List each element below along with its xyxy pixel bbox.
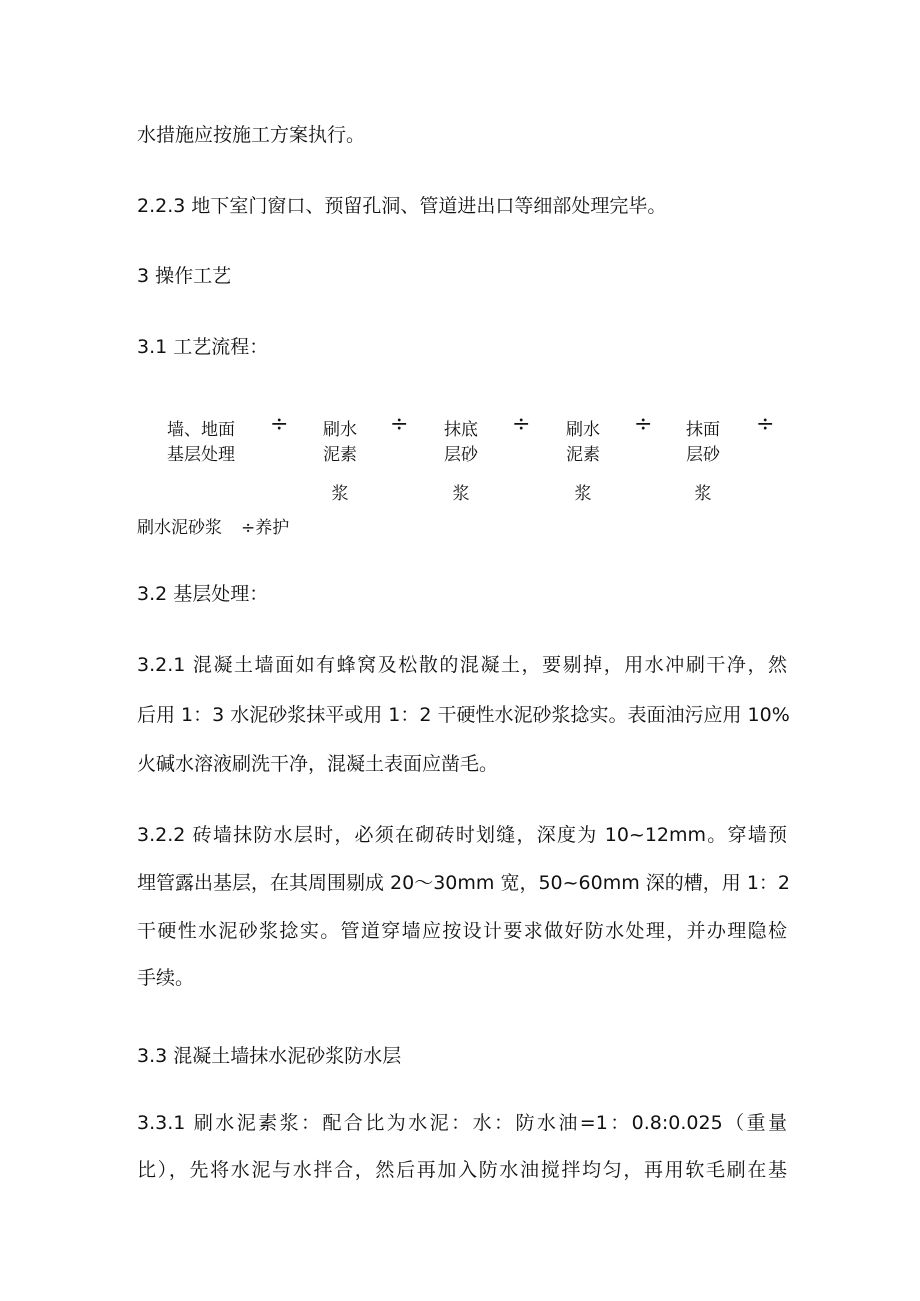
flow-step: 抹底 层砂 浆: [444, 420, 478, 504]
paragraph-line: 干硬性水泥砂浆捻实。管道穿墙应按设计要求做好防水处理，并办理隐检: [137, 920, 787, 942]
paragraph-line: 3.2.1 混凝土墙面如有蜂窝及松散的混凝土，要剔掉，用水冲刷干净，然: [137, 654, 787, 676]
paragraph-line: 手续。: [137, 967, 195, 989]
section-heading: 3.3 混凝土墙抹水泥砂浆防水层: [137, 1045, 402, 1067]
flow-step: 刷水 泥素 浆: [323, 420, 357, 504]
arrow-icon: ÷: [634, 412, 653, 437]
paragraph-line: 3.2.2 砖墙抹防水层时，必须在砌砖时划缝，深度为 10~12mm。穿墙预: [137, 824, 787, 846]
section-heading: 3.1 工艺流程：: [137, 336, 269, 358]
flow-step: 刷水 泥素 浆: [566, 420, 600, 504]
flow-step: 墙、地面 基层处理: [167, 420, 235, 465]
arrow-icon: ÷: [756, 412, 775, 437]
arrow-icon: ÷: [390, 412, 409, 437]
arrow-icon: ÷: [512, 412, 531, 437]
flow-tail-step: 刷水泥砂浆: [137, 518, 222, 538]
chapter-heading: 3 操作工艺: [137, 265, 232, 287]
paragraph-line: 3.3.1 刷水泥素浆：配合比为水泥：水：防水油=1：0.8:0.025（重量: [137, 1112, 787, 1134]
paragraph-line: 埋管露出基层，在其周围剔成 20～30mm 宽，50~60mm 深的槽，用 1：2: [137, 872, 790, 894]
arrow-icon: ÷: [270, 412, 289, 437]
flow-tail-step: ÷养护: [241, 518, 290, 538]
section-heading: 3.2 基层处理：: [137, 583, 269, 605]
paragraph-line: 火碱水溶液刷洗干净，混凝土表面应凿毛。: [137, 753, 499, 775]
paragraph-line: 比），先将水泥与水拌合，然后再加入防水油搅拌均匀，再用软毛刷在基: [137, 1159, 787, 1181]
paragraph-line: 后用 1：3 水泥砂浆抹平或用 1：2 干硬性水泥砂浆捻实。表面油污应用 10%: [137, 704, 790, 726]
process-flow: [0, 0, 920, 560]
flow-step: 抹面 层砂 浆: [686, 420, 720, 504]
paragraph-line: 水措施应按施工方案执行。: [137, 124, 366, 146]
section-heading: 2.2.3 地下室门窗口、预留孔洞、管道进出口等细部处理完毕。: [137, 195, 667, 217]
